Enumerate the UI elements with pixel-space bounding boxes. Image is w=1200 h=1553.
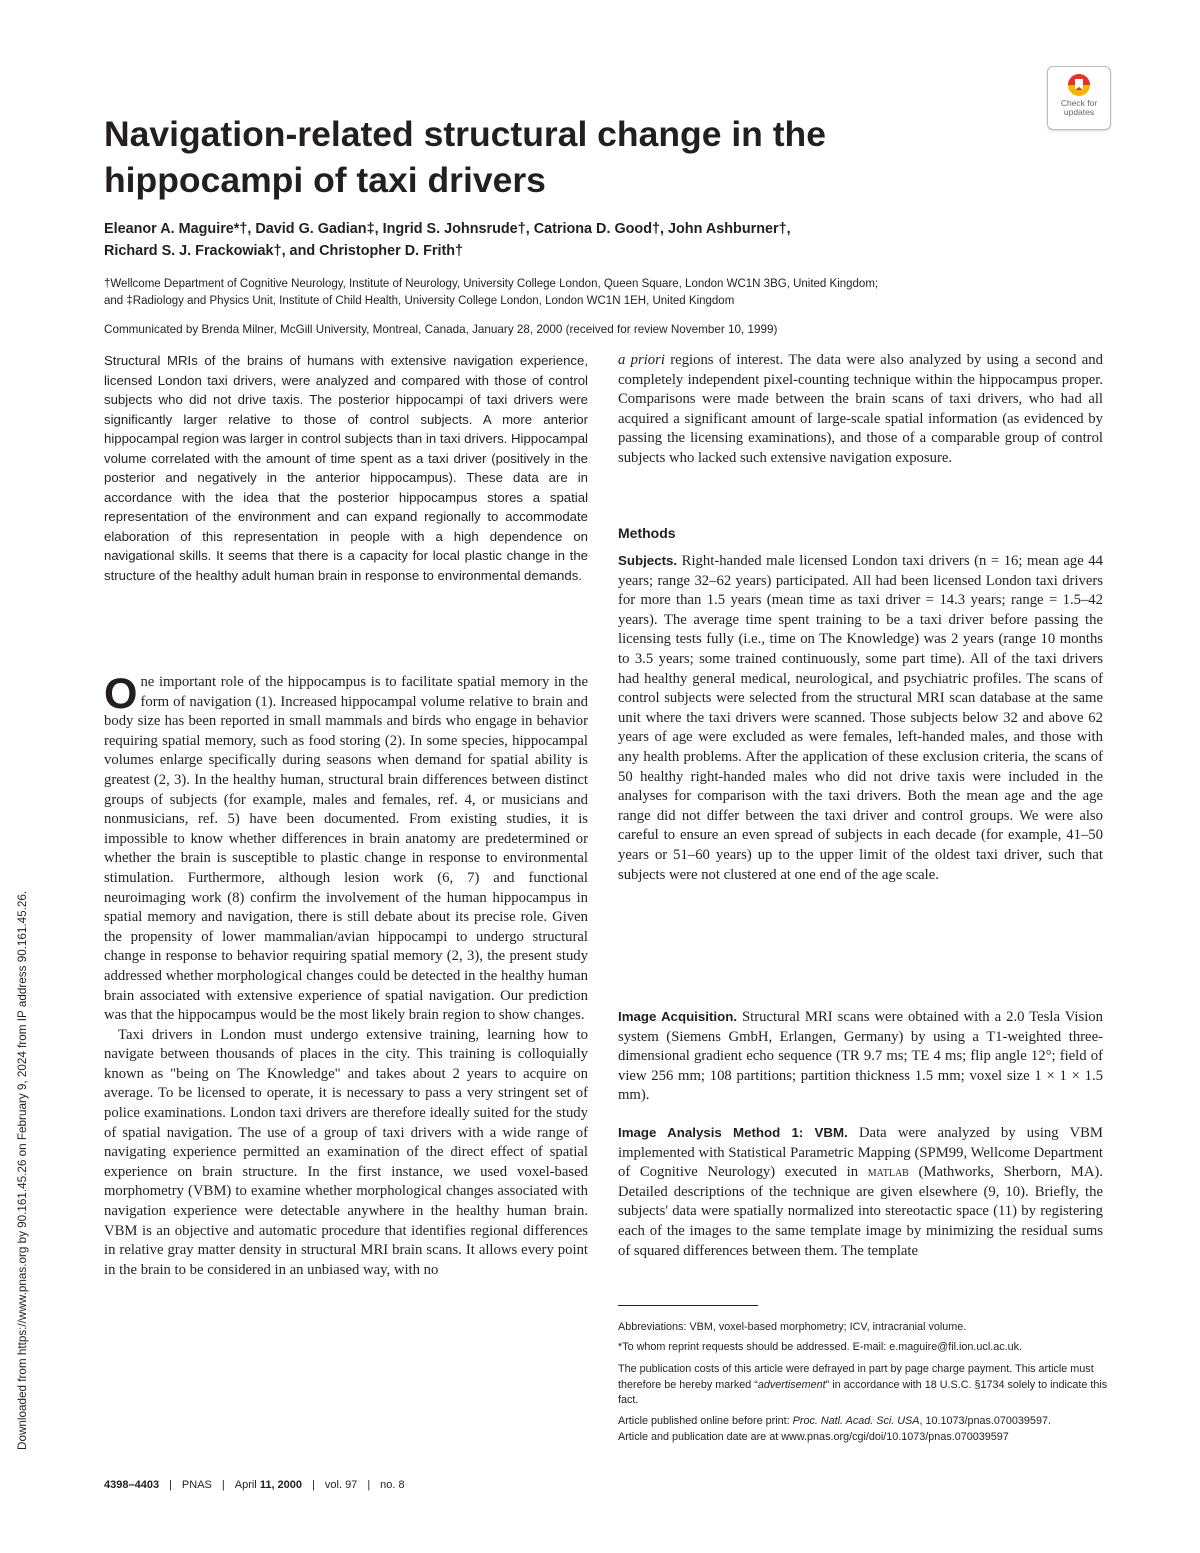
vbm-section (618, 1123, 1103, 1261)
author-line-2: Richard S. J. Frackowiak†, and Christopher D. Frith† (104, 243, 464, 259)
check-for-updates-icon (1067, 73, 1091, 97)
vbm-text-1: Data were analyzed by using VBM implemented with Statistical Parametric Mapping (SPM99, Wellcome Department of Cognitive Neurology) executed in (618, 1125, 1103, 1181)
author-line-1: Eleanor A. Maguire*†, David G. Gadian‡, Ingrid S. Johnsrude†, Catriona D. Good†, John Ashburner†, (104, 221, 791, 237)
footer-date-prefix: April (234, 1479, 260, 1491)
intro-paragraph-1-text: ne important role of the hippocampus is to facilitate spatial memory in the form of navigation (1). Increased hippocampal volume relative to brain and body size has been reported in small mammals and birds who engage in behavior requiring spatial memory, such as food storing (2). In some species, hippocampal volumes enlarge specifically during seasons when demand for spatial ability is greatest (2, 3). In the healthy human, structural brain differences between distinct groups of subjects (for example, males and females, ref. 4, or musicians and nonmusicians, ref. 5) have been documented. From existing studies, it is impossible to know whether differences in brain anatomy are predetermined or whether the brain is susceptible to plastic change in response to environmental stimulation. Furthermore, although lesion work (6, 7) and functional neuroimaging work (8) confirm the involvement of the human hippocampus in spatial memory and navigation, there is still debate about its precise role. Given the propensity of lower mammalian/avian hippocampi to undergo structural change in response to behavior requiring spatial memory (2, 3), the present study addressed whether morphological changes could be detected in the healthy human brain associated with extensive experience of spatial navigation. Our prediction was that the hippocampus would be the most likely brain region to show changes. (104, 674, 588, 1024)
footnote-costs (618, 1362, 1108, 1409)
image-acquisition-heading: Image Acquisition. (618, 1009, 738, 1024)
badge-text-line2: updates (1063, 107, 1095, 117)
methods-heading: Methods (618, 525, 676, 541)
subjects-section (618, 551, 1103, 885)
footnote-abbreviations: Abbreviations: VBM, voxel-based morphometry; ICV, intracranial volume. (618, 1321, 967, 1333)
footer-journal: PNAS (181, 1479, 212, 1491)
badge-label (1048, 99, 1110, 117)
footer-number: no. 8 (380, 1479, 405, 1491)
subjects-heading: Subjects. (618, 553, 678, 568)
affiliation-line-2: and ‡Radiology and Physics Unit, Institute of Child Health, University College London, London WC1N 1EH, United Kingdom (104, 295, 735, 307)
abstract: Structural MRIs of the brains of humans with extensive navigation experience, licensed London taxi drivers, were analyzed and compared with those of control subjects who did not drive taxis. The posterior hippocampi of taxi drivers were significantly larger relative to those of control subjects. A more anterior hippocampal region was larger in control subjects than in taxi drivers. Hippocampal volume correlated with the amount of time spent as a taxi driver (positively in the posterior and negatively in the anterior hippocampus). These data are in accordance with the idea that the posterior hippocampus stores a spatial representation of the environment and can expand regionally to accommodate elaboration of this representation in people with a high dependence on navigational skills. It seems that there is a capacity for local plastic change in the structure of the healthy adult human brain in response to environmental demands. (104, 353, 588, 584)
right-column-intro (618, 351, 1103, 469)
image-acquisition-section (618, 1007, 1103, 1106)
published-journal: Proc. Natl. Acad. Sci. USA (792, 1415, 920, 1427)
introduction (104, 670, 588, 1280)
published-text-b: , 10.1073/pnas.070039597. (919, 1415, 1051, 1427)
footer-volume: vol. 97 (324, 1479, 358, 1491)
costs-text-b: ” in accordance with 18 U.S.C. §1734 solely to indicate this fact. (618, 1378, 1108, 1406)
a-priori-italic: a priori (618, 352, 665, 368)
download-watermark: Downloaded from https://www.pnas.org by 90.161.45.26 on February 9, 2024 from IP address 90.161.45.26. (16, 890, 29, 1450)
costs-advertisement: advertisement (757, 1378, 826, 1391)
intro-paragraph-2: Taxi drivers in London must undergo extensive training, learning how to navigate between thousands of places in the city. This training is colloquially known as "being on The Knowledge" and takes about 2 years to acquire on average. To be licensed to operate, it is necessary to pass a very stringent set of police examinations. London taxi drivers are therefore ideally suited for the study of spatial navigation. The use of a group of taxi drivers with a wide range of navigating experience permitted an examination of the direct effect of spatial experience on brain structure. In the first instance, we used voxel-based morphometry (VBM) to examine whether morphological changes associated with navigation experience were detectable anywhere in the healthy human brain. VBM is an objective and automatic procedure that identifies regional differences in relative gray matter density in structural MRI brain scans. It allows every point in the brain to be considered in an unbiased way, with no (104, 1026, 588, 1278)
footer-pages: 4398–4403 (104, 1479, 160, 1491)
footer-separator: | (312, 1479, 315, 1491)
vbm-heading: Image Analysis Method 1: VBM. (618, 1125, 848, 1140)
check-for-updates-badge[interactable] (1047, 66, 1111, 130)
image-acquisition-text: Structural MRI scans were obtained with a 2.0 Tesla Vision system (Siemens GmbH, Erlangen, Germany) by using a T1-weighted three-dimensional gradient echo sequence (TR 9.7 ms; TE 4 ms; flip angle 12°; field of view 256 mm; 108 partitions; partition thickness 1.5 mm; voxel size 1 × 1 × 1.5 mm). (618, 1009, 1103, 1104)
vbm-text-2: (Mathworks, Sherborn, MA). Detailed descriptions of the technique are given elsewhere (9, 10). Briefly, the subjects' data were spatially normalized into stereotactic space (11) by registering each of the images to the same template image by minimizing the residual sums of squared differences between them. The template (618, 1164, 1103, 1259)
footnote-date-link[interactable]: Article and publication date are at www.pnas.org/cgi/doi/10.1073/pnas.070039597 (618, 1431, 1009, 1443)
affiliation-line-1: †Wellcome Department of Cognitive Neurology, Institute of Neurology, University College London, Queen Square, London WC1N 3BG, United Kingdom; (104, 278, 879, 290)
intro-continuation (618, 351, 1103, 469)
matlab-smallcaps: matlab (867, 1164, 909, 1181)
footer-separator: | (169, 1479, 172, 1491)
author-list (104, 218, 1004, 262)
intro-paragraph-1 (104, 670, 588, 1026)
footnote-published (618, 1414, 1108, 1430)
drop-cap: O (104, 670, 138, 718)
affiliations (104, 276, 1094, 310)
subjects-text: Right-handed male licensed London taxi drivers (n = 16; mean age 44 years; range 32–62 years) participated. All had been licensed London taxi drivers for more than 1.5 years (mean time as taxi driver = 14.3 years; range = 1.5–42 years). The average time spent training to be a taxi driver before passing the licensing tests fully (i.e., time on The Knowledge) was 2 years (range 10 months to 3.5 years; some trained continuously, some part time). All of the taxi drivers had healthy general medical, neurological, and psychiatric profiles. The scans of control subjects were selected from the structural MRI scan database at the same unit where the taxi drivers were scanned. Those subjects below 32 and above 62 years of age were excluded as were females, left-handed males, and those with any health problems. After the application of these exclusion criteria, the scans of 50 healthy right-handed males who did not drive taxis were included in the analyses for comparison with the taxi drivers. Both the mean age and the age range did not differ between the taxi driver and control groups. We were also careful to ensure an even spread of subjects in each decade (for example, 41–50 years or 51–60 years) up to the upper limit of the oldest taxi driver, such that subjects were not clustered at one end of the age scale. (618, 553, 1103, 883)
intro-continuation-text: regions of interest. The data were also analyzed by using a second and completely independent pixel-counting technique within the hippocampus proper. Comparisons were made between the brain scans of taxi drivers, who had all acquired a significant amount of large-scale spatial information (as evidenced by passing the licensing examinations), and those of a comparable group of control subjects who lacked such extensive navigation exposure. (618, 352, 1103, 466)
badge-text-line1: Check for (1060, 98, 1098, 108)
published-text-a: Article published online before print: (618, 1415, 793, 1427)
footnote-divider (618, 1305, 758, 1306)
footer-separator: | (221, 1479, 225, 1491)
article-title: Navigation-related structural change in the hippocampi of taxi drivers (104, 114, 826, 200)
footer-separator: | (367, 1479, 371, 1491)
footer-date: 11, 2000 (259, 1479, 303, 1491)
page-footer (104, 1479, 405, 1491)
footnote-reprint: *To whom reprint requests should be addressed. E-mail: e.maguire@fil.ion.ucl.ac.uk. (618, 1341, 1023, 1353)
communicated-by: Communicated by Brenda Milner, McGill University, Montreal, Canada, January 28, 2000 (received for review November 10, 1999) (104, 323, 778, 336)
costs-text-a: The publication costs of this article were defrayed in part by page charge payment. This article must therefore be hereby marked “ (618, 1363, 1094, 1391)
